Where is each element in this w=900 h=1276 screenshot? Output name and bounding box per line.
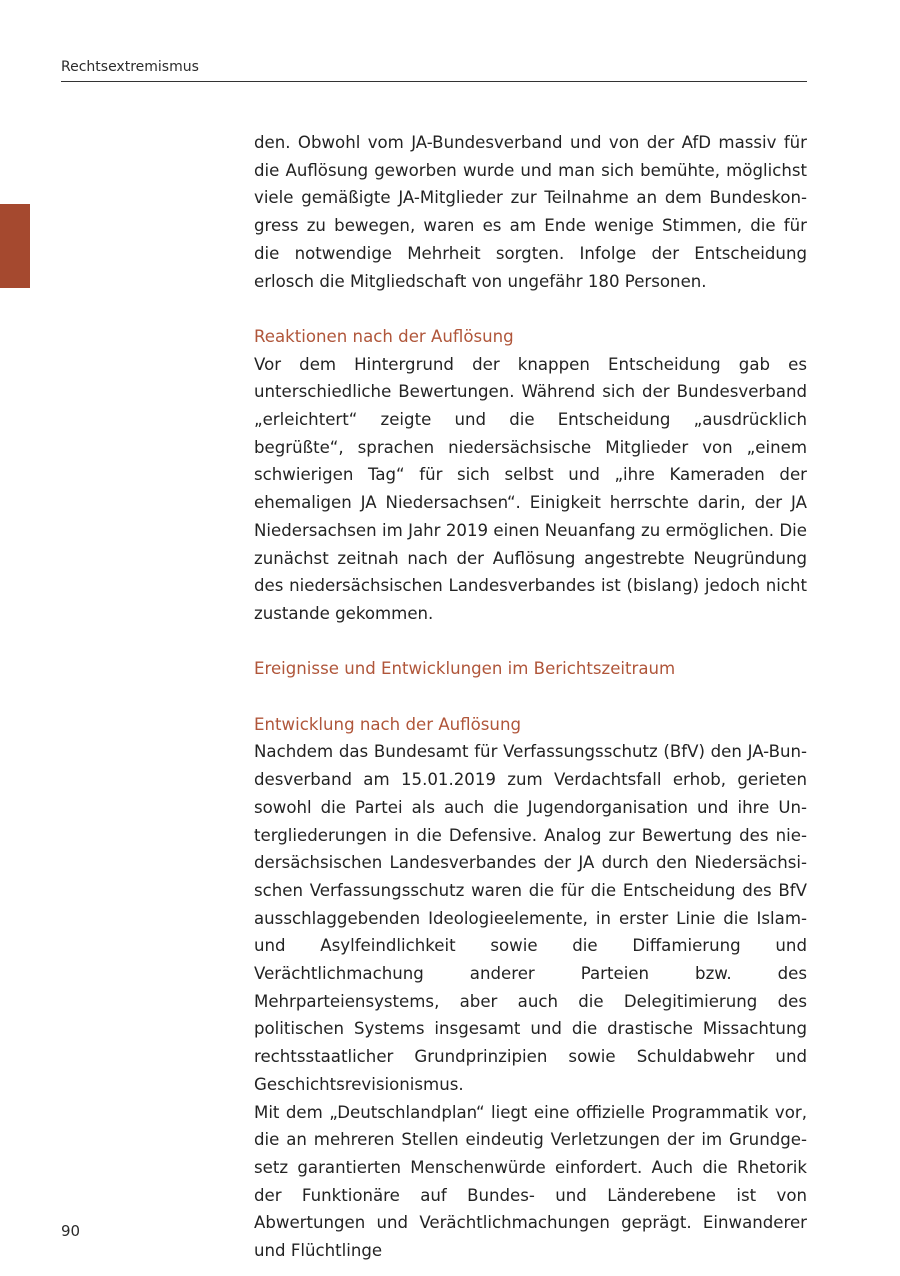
spacer xyxy=(254,628,807,656)
paragraph-reactions: Vor dem Hintergrund der knappen Entscheidung gab es unterschiedliche Bewertungen. Während sich der Bundesverband „erleichtert“ zeigte und die Entscheidung „ausdrücklich begrüßte“, sprachen niedersächsische Mitglieder von „einem schwierigen Tag“ für sich selbst und „ihre Kameraden der ehemaligen JA Niedersachsen“. Einigkeit herrschte darin, der JA Niedersachsen im Jahr 2019 einen Neuanfang zu ermöglichen. Die zunächst zeitnah nach der Auflösung angestrebte Neugründung des niedersächsischen Landesverbandes ist (bislang) jedoch nicht zustande gekommen. xyxy=(254,354,807,623)
paragraph-development: Nachdem das Bundesamt für Verfassungsschutz (BfV) den JA-Bundesverband am 15.01.2019 zum Verdachtsfall erhob, gerieten sowohl die Partei als auch die Jugendorganisation und ihre Untergliederungen in die Defensive. Analog zur Bewertung des niedersächsischen Landesverbandes der JA durch den Niedersächsischen Verfassungsschutz waren die für die Entscheidung des BfV ausschlaggebenden Ideologieelemente, in erster Linie die Islam- und Asylfeindlichkeit sowie die Diffamierung und Verächtlichmachung anderer Parteien bzw. des Mehrparteiensystems, aber auch die Delegitimierung des politischen Systems insgesamt und die drastische Missachtung rechtsstaatlicher Grundprinzipien sowie Schuldabwehr und Geschichtsrevisionismus. xyxy=(254,742,807,1094)
running-header-title: Rechtsextremismus xyxy=(61,59,199,75)
heading-events: Ereignisse und Entwicklungen im Berichtszeitraum xyxy=(254,659,676,679)
paragraph-intro: den. Obwohl vom JA-Bundesverband und von der AfD massiv für die Auflösung geworben wurde und man sich bemühte, möglichst viele gemäßigte JA-Mitglieder zur Teilnahme an dem Bundeskongress zu bewegen, waren es am Ende wenige Stimmen, die für die notwendige Mehrheit sorgten. Infolge der Entscheidung erlosch die Mitgliedschaft von ungefähr 180 Personen. xyxy=(254,133,807,291)
main-text-column xyxy=(254,129,807,1265)
chapter-side-tab xyxy=(0,204,30,288)
header-rule xyxy=(61,81,807,82)
heading-reactions: Reaktionen nach der Auflösung xyxy=(254,326,514,346)
spacer xyxy=(254,683,807,711)
page-number: 90 xyxy=(61,1222,81,1240)
spacer xyxy=(254,295,807,323)
heading-development: Entwicklung nach der Auflösung xyxy=(254,714,521,734)
paragraph-deutschlandplan: Mit dem „Deutschlandplan“ liegt eine offizielle Programmatik vor, die an mehreren Stellen eindeutig Verletzungen der im Grundgesetz garantierten Menschenwürde einfordert. Auch die Rhetorik der Funktionäre auf Bundes- und Länderebene ist von Abwertungen und Verächtlichmachungen geprägt. Einwanderer und Flüchtlinge xyxy=(254,1102,807,1261)
